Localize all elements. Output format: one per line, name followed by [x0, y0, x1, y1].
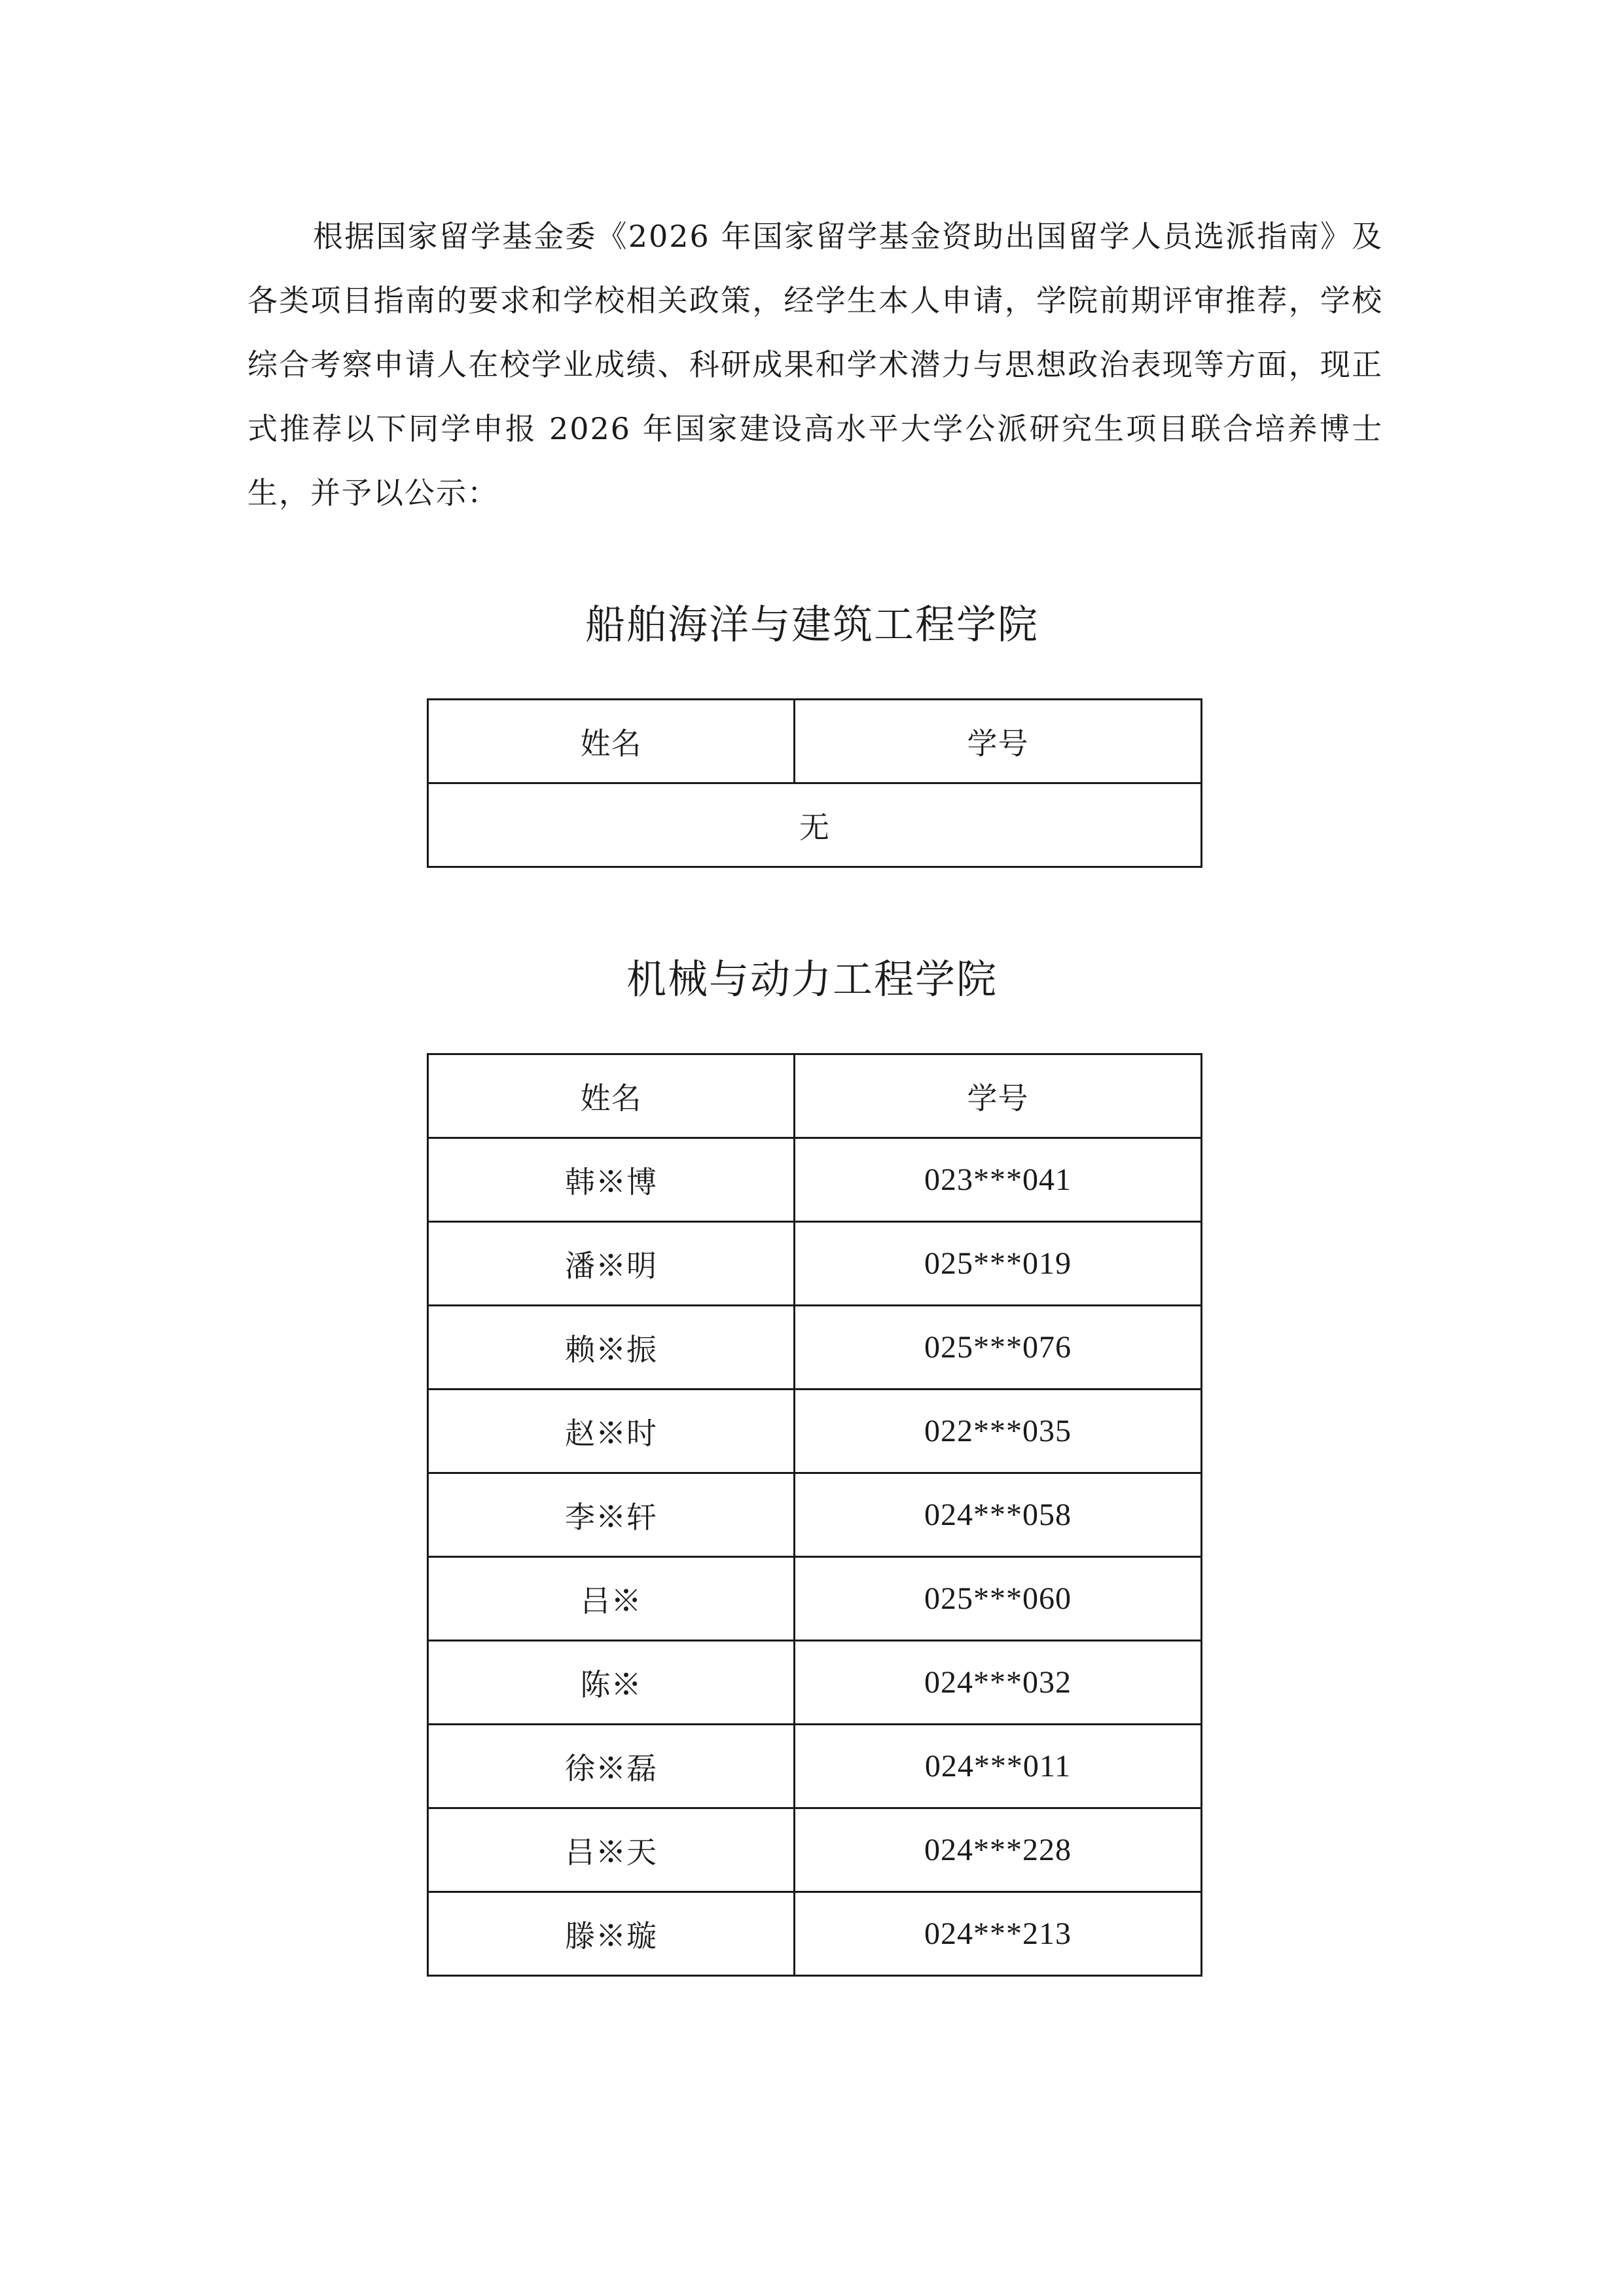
student-id: 025***019	[795, 1222, 1202, 1306]
student-id: 022***035	[795, 1390, 1202, 1473]
student-id: 025***060	[795, 1557, 1202, 1641]
column-header-id: 学号	[795, 700, 1202, 783]
table-row-empty	[428, 783, 1202, 867]
student-name: 赖※振	[428, 1306, 795, 1390]
section-title-mechanical: 机械与动力工程学院	[626, 956, 998, 1003]
table-row	[428, 1808, 1202, 1892]
student-id: 024***011	[795, 1725, 1202, 1808]
table-row	[428, 1138, 1202, 1222]
student-id: 024***213	[795, 1892, 1202, 1976]
empty-cell: 无	[428, 783, 1202, 867]
column-header-name: 姓名	[428, 700, 795, 783]
intro-text: 根据国家留学基金委《2026 年国家留学基金资助出国留学人员选派指南》及各类项目指南的要求和学校相关政策，经学生本人申请，学院前期评审推荐，学校综合考察申请人在校学业成绩、科研成果和学术潜力与思想政治表现等方面，现正式推荐以下同学申报 2026 年国家建设高水平大学公派研究生项目联合培养博士生，并予以公示：	[247, 219, 1383, 511]
student-name: 赵※时	[428, 1390, 795, 1473]
student-name: 潘※明	[428, 1222, 795, 1306]
student-name: 陈※	[428, 1641, 795, 1725]
student-id: 024***032	[795, 1641, 1202, 1725]
student-name: 韩※博	[428, 1138, 795, 1222]
section-title-naval: 船舶海洋与建筑工程学院	[585, 601, 1039, 648]
table-row	[428, 1390, 1202, 1473]
table-row	[428, 1306, 1202, 1390]
student-id: 024***228	[795, 1808, 1202, 1892]
student-name: 李※轩	[428, 1473, 795, 1557]
table-row	[428, 1222, 1202, 1306]
table-row	[428, 1473, 1202, 1557]
roster-table-naval	[427, 698, 1202, 868]
table-row	[428, 1641, 1202, 1725]
student-name: 吕※天	[428, 1808, 795, 1892]
student-id: 024***058	[795, 1473, 1202, 1557]
intro-paragraph	[247, 204, 1383, 525]
table-header-row	[428, 1054, 1202, 1138]
column-header-id: 学号	[795, 1054, 1202, 1138]
table-row	[428, 1557, 1202, 1641]
table-row	[428, 1892, 1202, 1976]
column-header-name: 姓名	[428, 1054, 795, 1138]
student-name: 徐※磊	[428, 1725, 795, 1808]
student-name: 滕※璇	[428, 1892, 795, 1976]
student-id: 023***041	[795, 1138, 1202, 1222]
roster-table-mechanical	[427, 1053, 1202, 1977]
table-row	[428, 1725, 1202, 1808]
table-header-row	[428, 700, 1202, 783]
student-id: 025***076	[795, 1306, 1202, 1390]
student-name: 吕※	[428, 1557, 795, 1641]
